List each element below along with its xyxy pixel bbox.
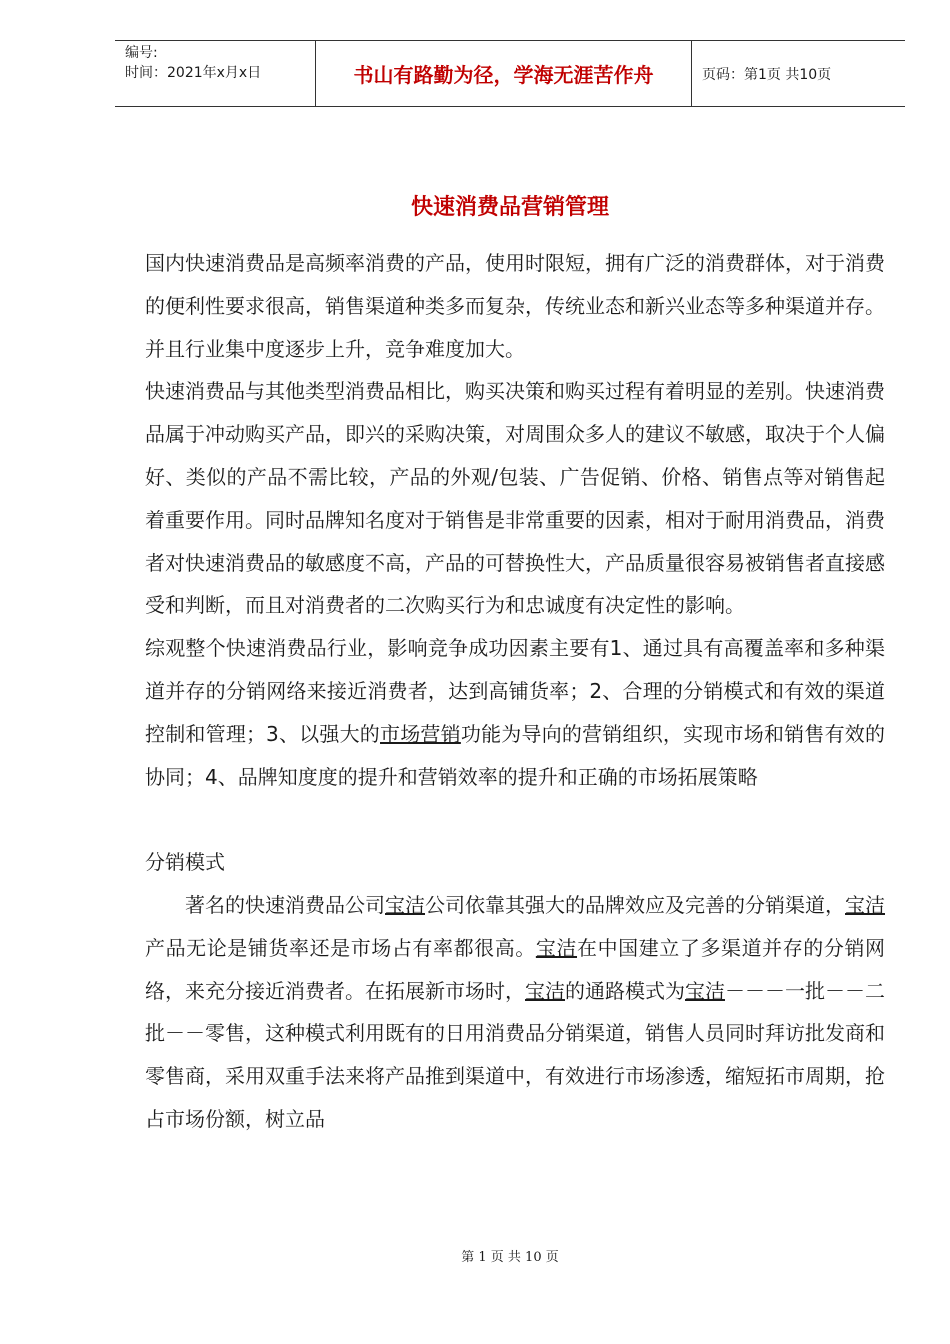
paragraph-3	[145, 627, 885, 798]
header-time-label: 时间：2021年x月x日	[125, 65, 262, 81]
paragraph-2: 快速消费品与其他类型消费品相比，购买决策和购买过程有着明显的差别。快速消费品属于冲动购买产品，即兴的采购决策，对周围众多人的建议不敏感，取决于个人偏好、类似的产品不需比较，产品的外观/包装、广告促销、价格、销售点等对销售起着重要作用。同时品牌知名度对于销售是非常重要的因素，相对于耐用消费品，消费者对快速消费品的敏感度不高，产品的可替换性大，产品质量很容易被销售者直接感受和判断，而且对消费者的二次购买行为和忠诚度有决定性的影响。	[145, 379, 885, 618]
pg-link-2[interactable]: 宝洁	[845, 892, 885, 917]
paragraph-4	[145, 884, 885, 1141]
pg-link-1[interactable]: 宝洁	[385, 892, 425, 917]
document-title: 快速消费品营销管理	[410, 194, 609, 220]
paragraph-4-text-a: 著名的快速消费品公司	[185, 892, 385, 917]
paragraph-3-text-b: 功能为导向的营销组织，实现市场和销售有效的协同；4、品牌知度度的提升和营销效率的提升和正确的市场拓展策略	[145, 721, 886, 789]
header-page-label: 页码：第1页 共10页	[702, 66, 832, 83]
header-motto: 书山有路勤为径，学海无涯苦作舟	[315, 41, 692, 106]
pg-link-4[interactable]: 宝洁	[525, 978, 565, 1003]
header-meta	[115, 41, 315, 106]
section-heading: 分销模式	[145, 850, 225, 875]
page-header	[115, 40, 905, 107]
spacer	[145, 798, 885, 841]
paragraph-3-text-a: 综观整个快速消费品行业，影响竞争成功因素主要有1、通过具有高覆盖率和多种渠道并存的分销网络来接近消费者，达到高铺货率；2、合理的分销模式和有效的渠道控制和管理；3、以强大的	[145, 636, 885, 746]
marketing-link[interactable]: 市场营销	[380, 721, 461, 746]
page-footer: 第 1 页 共 10 页	[461, 1250, 559, 1265]
paragraph-4-text-f: －－－一批－－二批－－零售，这种模式利用既有的日用消费品分销渠道，销售人员同时拜访批发商和零售商，采用双重手法来将产品推到渠道中，有效进行市场渗透，缩短拓市周期，抢占市场份额，树立品	[145, 978, 885, 1131]
paragraph-4-text-d: 在中国建立了多渠道并存的分销网络，来充分接近消费者。在拓展新市场时，	[145, 935, 886, 1003]
paragraph-4-text-e: 的通路模式为	[565, 978, 685, 1003]
pg-link-5[interactable]: 宝洁	[685, 978, 725, 1003]
header-id-label: 编号:	[125, 45, 158, 61]
paragraph-4-text-b: 公司依靠其强大的品牌效应及完善的分销渠道，	[425, 892, 845, 917]
paragraph-4-text-c: 产品无论是铺货率还是市场占有率都很高。	[145, 935, 536, 960]
paragraph-1: 国内快速消费品是高频率消费的产品，使用时限短，拥有广泛的消费群体，对于消费的便利性要求很高，销售渠道种类多而复杂，传统业态和新兴业态等多种渠道并存。并且行业集中度逐步上升，竞争难度加大。	[145, 251, 885, 361]
pg-link-3[interactable]: 宝洁	[535, 935, 578, 960]
document-body	[145, 242, 885, 1141]
